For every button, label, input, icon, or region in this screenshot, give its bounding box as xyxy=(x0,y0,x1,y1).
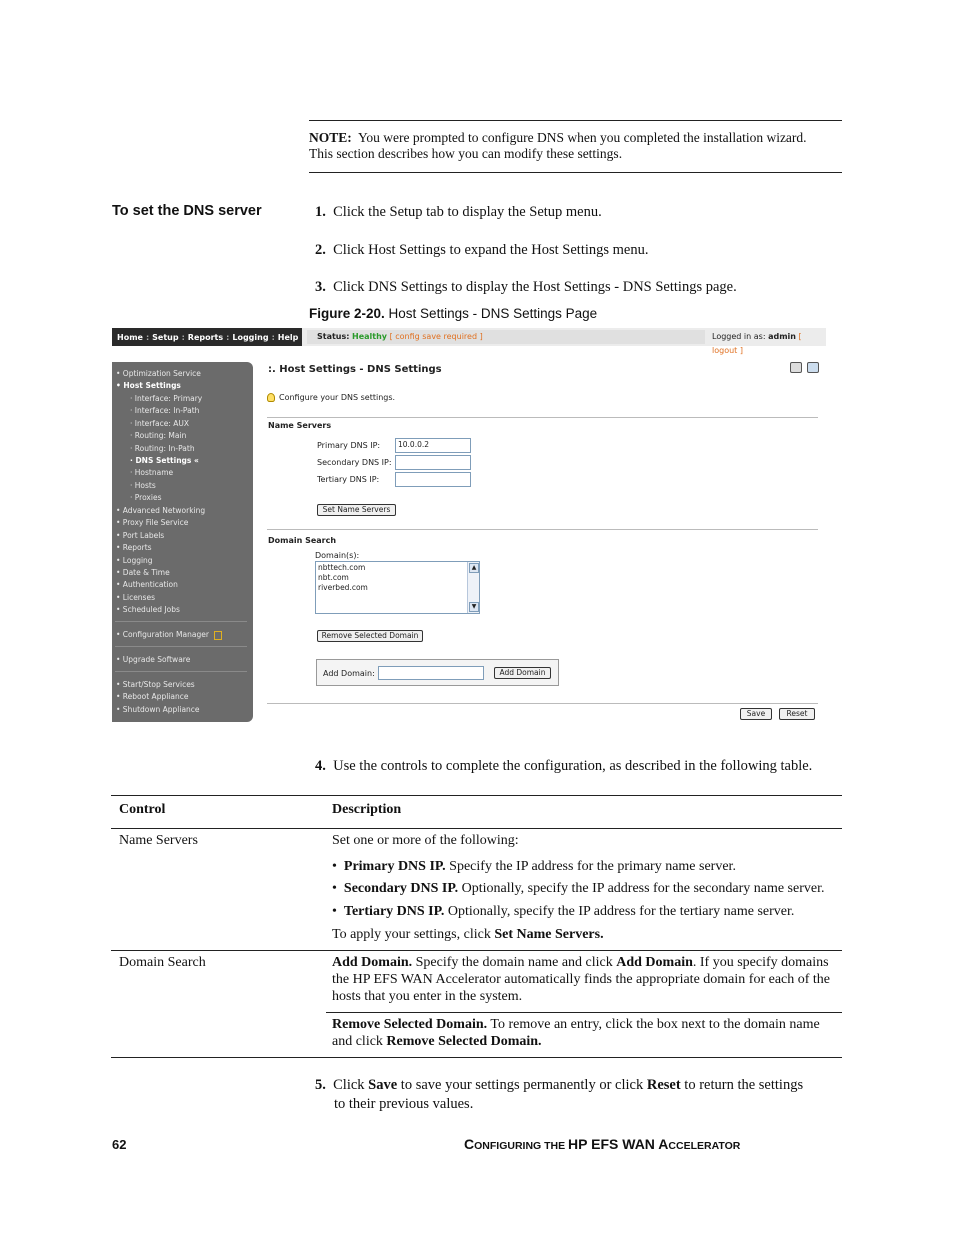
add-domain-bold-2: Add Domain xyxy=(616,955,693,970)
divider xyxy=(267,417,818,418)
row-name-servers-bullet-secondary: • Secondary DNS IP. Optionally, specify the IP address for the secondary name server. xyxy=(332,881,825,896)
sidebar-divider xyxy=(115,646,247,647)
hint-text: Configure your DNS settings. xyxy=(279,393,396,402)
row-name-servers-intro: Set one or more of the following: xyxy=(332,833,519,848)
set-name-servers-button[interactable]: Set Name Servers xyxy=(317,504,396,516)
sidebar-divider xyxy=(115,621,247,622)
nav-separator: : xyxy=(181,332,185,342)
config-manager-badge-icon xyxy=(214,631,222,640)
nav-reports[interactable]: Reports xyxy=(187,332,224,342)
step-4-number: 4. xyxy=(315,758,326,774)
domains-listbox[interactable] xyxy=(315,561,480,614)
nav-logging[interactable]: Logging xyxy=(232,332,269,342)
scroll-down-arrow-icon[interactable]: ▼ xyxy=(469,602,479,612)
sidebar-item-shutdown[interactable]: • Shutdown Appliance xyxy=(116,705,200,714)
row-name-servers-bullet-tertiary: • Tertiary DNS IP. Optionally, specify the IP address for the tertiary name server. xyxy=(332,904,795,919)
sidebar-item-scheduled-jobs[interactable]: • Scheduled Jobs xyxy=(116,605,180,614)
add-domain-text: Specify the domain name and click xyxy=(412,955,617,970)
tertiary-dns-label: Tertiary DNS IP: xyxy=(317,475,380,484)
footer-big: HP EFS WAN A xyxy=(568,1136,669,1152)
sidebar-item-reports[interactable]: • Reports xyxy=(116,543,152,552)
step-5-save: Save xyxy=(368,1077,398,1093)
step-5-reset: Reset xyxy=(646,1077,681,1093)
row-name-servers-bullet-primary: • Primary DNS IP. Specify the IP address for the primary name server. xyxy=(332,859,736,874)
main-nav xyxy=(112,328,302,346)
sidebar-sub-proxies[interactable]: · Proxies xyxy=(130,493,162,502)
add-domain-text-2: . If you specify domains xyxy=(692,955,829,970)
footer-small-1: ONFIGURING THE xyxy=(474,1140,569,1152)
note-text-2: This section describes how you can modify these settings. xyxy=(309,146,623,161)
note-top-rule xyxy=(309,120,842,121)
bullet-bold: Secondary DNS IP. xyxy=(343,881,459,896)
step-5 xyxy=(315,1076,845,1114)
sidebar-item-reboot[interactable]: • Reboot Appliance xyxy=(116,692,189,701)
help-icon[interactable] xyxy=(807,362,819,373)
note-label: NOTE: xyxy=(309,130,352,145)
add-domain-line-2: the HP EFS WAN Accelerator automatically finds the appropriate domain for each of the xyxy=(332,972,831,987)
sidebar-item-upgrade-software[interactable]: • Upgrade Software xyxy=(116,655,191,664)
divider xyxy=(267,703,818,704)
row-name-servers-control: Name Servers xyxy=(119,833,198,848)
nav-help[interactable]: Help xyxy=(277,332,299,342)
sidebar-sub-routing-inpath[interactable]: · Routing: In-Path xyxy=(130,444,195,453)
domains-label: Domain(s): xyxy=(315,551,360,560)
figure-label: Figure 2-20. xyxy=(309,306,385,321)
name-servers-heading: Name Servers xyxy=(268,421,332,430)
print-icon[interactable] xyxy=(790,362,802,373)
status-bar xyxy=(307,330,705,344)
page-number: 62 xyxy=(112,1137,127,1152)
add-domain-button[interactable]: Add Domain xyxy=(494,667,551,679)
bullet-bold: Primary DNS IP. xyxy=(343,859,446,874)
nav-setup[interactable]: Setup xyxy=(152,332,179,342)
step-1 xyxy=(315,204,602,221)
figure-caption xyxy=(309,306,597,321)
step-5-text-pre: Click xyxy=(333,1077,369,1093)
table-bottom-rule xyxy=(111,1057,842,1058)
listbox-scrollbar[interactable] xyxy=(467,562,479,613)
note-bottom-rule xyxy=(309,172,842,173)
status-label: Status: xyxy=(317,332,350,341)
bullet-text: Optionally, specify the IP address for the secondary name server. xyxy=(458,881,825,896)
step-3 xyxy=(315,279,737,296)
note xyxy=(309,130,842,162)
sidebar-item-configuration-manager[interactable] xyxy=(116,630,222,640)
logged-in-info xyxy=(712,330,826,358)
remove-domain-bold: Remove Selected Domain. xyxy=(332,1017,488,1032)
row-name-servers-apply xyxy=(332,926,604,943)
row-domain-search-remove xyxy=(332,1016,837,1050)
sidebar-item-optimization[interactable]: • Optimization Service xyxy=(116,369,201,378)
sidebar-sub-interface-primary[interactable]: · Interface: Primary xyxy=(130,394,203,403)
domain-item[interactable]: riverbed.com xyxy=(318,583,368,592)
step-1-text: Click the Setup tab to display the Setup menu. xyxy=(333,204,602,220)
table-header-rule xyxy=(111,828,842,829)
lightbulb-icon xyxy=(267,393,275,402)
apply-text: To apply your settings, click xyxy=(332,927,495,942)
remove-domain-line-2: and click xyxy=(332,1034,387,1049)
primary-dns-label: Primary DNS IP: xyxy=(317,441,381,450)
sidebar-sub-interface-inpath[interactable]: · Interface: In-Path xyxy=(130,406,200,415)
secondary-dns-label: Secondary DNS IP: xyxy=(317,458,392,467)
save-button[interactable]: Save xyxy=(740,708,772,720)
bullet-bold: Tertiary DNS IP. xyxy=(343,904,445,919)
sidebar-item-licenses[interactable]: • Licenses xyxy=(116,593,155,602)
footer-small-2: CCELERATOR xyxy=(668,1140,741,1152)
hint xyxy=(267,393,395,402)
sidebar-item-advanced-networking[interactable]: • Advanced Networking xyxy=(116,506,206,515)
sidebar-divider xyxy=(115,671,247,672)
step-2-text: Click Host Settings to expand the Host Settings menu. xyxy=(333,242,649,258)
sidebar-item-start-stop[interactable]: • Start/Stop Services xyxy=(116,680,195,689)
status-value: Healthy xyxy=(352,332,388,341)
sidebar-sub-hostname[interactable]: · Hostname xyxy=(130,468,174,477)
row-domain-search-add xyxy=(332,954,837,1005)
step-2-number: 2. xyxy=(315,242,326,258)
nav-separator: : xyxy=(271,332,275,342)
step-3-number: 3. xyxy=(315,279,326,295)
table-subrow-rule xyxy=(326,1012,842,1013)
dns-settings-screenshot xyxy=(112,328,826,738)
divider xyxy=(267,529,818,530)
running-footer xyxy=(464,1136,740,1152)
step-1-number: 1. xyxy=(315,204,326,220)
sidebar-sub-routing-main[interactable]: · Routing: Main xyxy=(130,431,187,440)
tertiary-dns-input[interactable] xyxy=(395,472,471,487)
apply-bold: Set Name Servers. xyxy=(494,927,604,942)
figure-caption-text: Host Settings - DNS Settings Page xyxy=(388,306,598,321)
nav-home[interactable]: Home xyxy=(117,332,143,342)
add-domain-label: Add Domain: xyxy=(323,669,375,678)
primary-dns-input[interactable]: 10.0.0.2 xyxy=(395,438,471,453)
nav-separator: : xyxy=(145,332,150,342)
domain-item[interactable]: nbttech.com xyxy=(318,563,366,572)
sidebar-item-authentication[interactable]: • Authentication xyxy=(116,580,178,589)
row-domain-search-control: Domain Search xyxy=(119,955,206,970)
remove-domain-text: To remove an entry, click the box next to the domain name xyxy=(487,1017,820,1032)
table-top-rule xyxy=(111,795,842,796)
add-domain-bold: Add Domain. xyxy=(332,955,413,970)
step-3-text: Click DNS Settings to display the Host Settings - DNS Settings page. xyxy=(333,279,737,295)
nav-separator: : xyxy=(226,332,230,342)
sidebar-item-date-time[interactable]: • Date & Time xyxy=(116,568,170,577)
scroll-up-arrow-icon[interactable]: ▲ xyxy=(469,563,479,573)
secondary-dns-input[interactable] xyxy=(395,455,471,470)
sidebar-sub-dns-settings[interactable]: · DNS Settings « xyxy=(130,456,199,465)
domain-search-heading: Domain Search xyxy=(268,536,337,545)
status-note[interactable]: [ config save required ] xyxy=(389,332,483,341)
step-5-line-2: to their previous values. xyxy=(334,1096,474,1112)
sidebar-item-host-settings[interactable]: • Host Settings xyxy=(116,381,181,390)
sidebar-sub-hosts[interactable]: · Hosts xyxy=(130,481,156,490)
sidebar xyxy=(112,362,253,722)
step-5-text-mid: to save your settings permanently or click xyxy=(397,1077,647,1093)
sidebar-item-proxy-file-service[interactable]: • Proxy File Service xyxy=(116,518,189,527)
step-5-number: 5. xyxy=(315,1077,326,1093)
logged-in-label: Logged in as: xyxy=(712,332,766,341)
bullet-text: Optionally, specify the IP address for the tertiary name server. xyxy=(444,904,795,919)
bullet-text: Specify the IP address for the primary name server. xyxy=(445,859,736,874)
note-text-1: You were prompted to configure DNS when you completed the installation wizard. xyxy=(358,130,807,145)
remove-selected-domain-button[interactable]: Remove Selected Domain xyxy=(317,630,423,642)
remove-domain-line-2-bold: Remove Selected Domain. xyxy=(386,1034,542,1049)
step-4 xyxy=(315,758,812,775)
section-title: To set the DNS server xyxy=(112,203,262,219)
table-header-description: Description xyxy=(332,802,402,817)
add-domain-input[interactable] xyxy=(378,666,484,680)
page-title: :. Host Settings - DNS Settings xyxy=(268,364,442,375)
reset-button[interactable]: Reset xyxy=(779,708,815,720)
add-domain-line-3: hosts that you enter in the system. xyxy=(332,989,523,1004)
sidebar-item-configuration-manager-label: • Configuration Manager xyxy=(116,630,209,639)
table-row-rule xyxy=(111,950,842,951)
step-5-text-post: to return the settings xyxy=(680,1077,804,1093)
logout-link[interactable]: [ logout ] xyxy=(712,332,802,355)
toolbar-icons xyxy=(790,362,819,375)
sidebar-item-port-labels[interactable]: • Port Labels xyxy=(116,531,165,540)
step-2 xyxy=(315,242,649,259)
footer-c: C xyxy=(464,1136,475,1152)
table-header-control: Control xyxy=(119,802,166,817)
step-4-text: Use the controls to complete the configuration, as described in the following table. xyxy=(333,758,813,774)
domain-item[interactable]: nbt.com xyxy=(318,573,349,582)
sidebar-sub-interface-aux[interactable]: · Interface: AUX xyxy=(130,419,190,428)
sidebar-item-logging[interactable]: • Logging xyxy=(116,556,153,565)
logged-in-user: admin xyxy=(768,332,796,341)
